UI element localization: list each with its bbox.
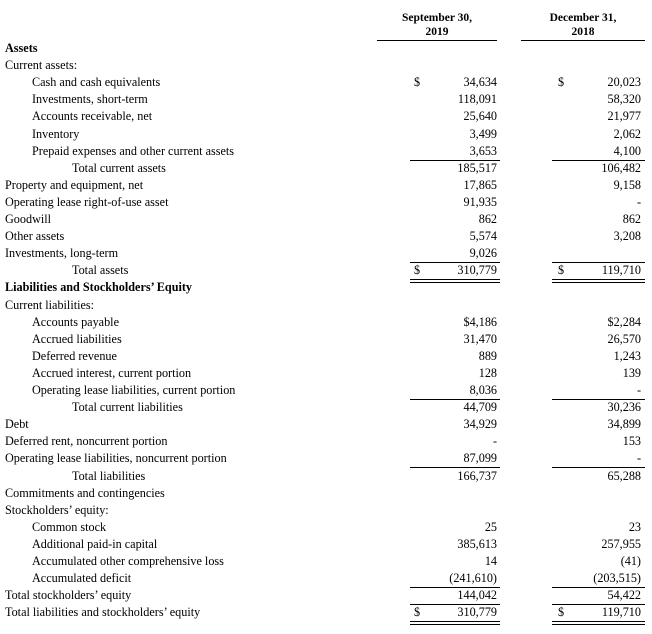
value-september-2019: 185,517 [457,160,497,175]
table-row [0,143,652,160]
value-december-2018: 119,710 [601,263,641,278]
row-label: Total liabilities [72,468,146,483]
table-row [0,126,652,143]
table-row [0,570,652,587]
row-label: Commitments and contingencies [5,485,165,500]
table-row [0,297,652,314]
value-september-2019: 5,574 [469,229,497,244]
table-row [0,536,652,553]
value-december-2018: 106,482 [601,160,641,175]
row-label: Additional paid-in capital [32,536,158,551]
table-row [0,160,652,177]
table-row [0,433,652,450]
row-label: Cash and cash equivalents [32,75,161,90]
row-label: Investments, long-term [5,246,119,261]
row-label: Assets [5,41,38,55]
value-december-2018: 23 [628,519,641,534]
row-label: Debt [5,417,29,432]
value-september-2019: - [492,434,497,449]
table-row [0,177,652,194]
value-september-2019: 34,634 [463,75,497,90]
table-row [0,211,652,228]
value-september-2019: 144,042 [457,588,497,603]
row-label: Total assets [72,263,129,278]
value-september-2019: 31,470 [463,331,497,346]
value-september-2019: 8,036 [469,383,497,397]
column-header-line: 2019 [425,26,449,38]
value-september-2019: 14 [484,554,497,568]
table-row [0,279,652,296]
row-label: Goodwill [5,212,52,226]
table-row [0,108,652,125]
row-label: Accumulated deficit [32,571,132,586]
row-label: Accumulated other comprehensive loss [32,554,224,568]
value-december-2018: 862 [622,212,641,226]
table-row [0,468,652,485]
value-december-2018: 34,899 [607,417,641,432]
row-label: Operating lease right-of-use asset [5,194,169,209]
value-december-2018: 30,236 [607,400,641,415]
double-underline [552,621,645,625]
row-label: Inventory [32,126,80,141]
row-label: Operating lease liabilities, current portion [32,383,236,397]
row-label: Total current liabilities [72,400,183,415]
table-row [0,40,652,57]
value-december-2018: 21,977 [607,109,641,124]
table-row [0,348,652,365]
column-header-december-2018 [521,11,645,39]
value-september-2019: 3,499 [469,126,497,141]
table-row [0,314,652,331]
value-december-2018: 3,208 [613,229,641,244]
value-september-2019: 166,737 [457,468,497,483]
value-december-2018: 1,243 [613,348,641,363]
row-label: Common stock [32,519,107,534]
currency-symbol: $ [414,263,421,278]
table-row [0,502,652,519]
table-row [0,262,652,279]
column-header-line: December 31, [549,12,617,24]
row-label: Accounts payable [32,314,119,329]
value-september-2019: 44,709 [463,400,497,415]
table-row [0,416,652,433]
value-december-2018: $2,284 [607,314,641,329]
value-december-2018: 54,422 [607,588,641,603]
table-row [0,57,652,74]
row-label: Current assets: [5,58,78,73]
row-label: Accrued liabilities [32,331,122,346]
value-september-2019: 25 [484,519,497,534]
row-label: Stockholders’ equity: [5,502,109,517]
currency-symbol: $ [414,605,421,620]
row-label: Accounts receivable, net [32,109,153,124]
table-row [0,604,652,621]
value-september-2019: 310,779 [457,263,497,278]
currency-symbol: $ [558,263,565,278]
table-row [0,382,652,399]
value-september-2019: 25,640 [463,109,497,124]
table-row [0,519,652,536]
table-row [0,399,652,416]
value-september-2019: 889 [478,348,497,363]
value-september-2019: 91,935 [463,194,497,209]
value-december-2018: - [636,194,641,209]
table-row [0,331,652,348]
row-label: Deferred rent, noncurrent portion [5,434,168,449]
value-december-2018: 20,023 [607,75,641,90]
value-december-2018: 65,288 [607,468,641,483]
row-label: Property and equipment, net [5,177,144,192]
table-row [0,74,652,91]
row-label: Total liabilities and stockholders’ equity [5,605,201,620]
table-row [0,587,652,604]
value-december-2018: (41) [620,554,641,568]
value-september-2019: 128 [478,365,497,380]
value-september-2019: 118,091 [457,92,497,107]
value-december-2018: 119,710 [601,605,641,620]
table-row [0,485,652,502]
column-header-line: September 30, [401,12,473,24]
row-label: Operating lease liabilities, noncurrent portion [5,451,227,466]
value-september-2019: $4,186 [463,314,497,329]
row-label: Total current assets [72,160,166,175]
value-september-2019: 87,099 [463,451,497,466]
table-row [0,91,652,108]
value-december-2018: - [636,383,641,397]
value-december-2018: - [636,451,641,466]
row-label: Deferred revenue [32,348,117,363]
row-label: Total stockholders’ equity [5,588,132,603]
value-december-2018: 2,062 [613,126,641,141]
column-header-september-2019 [377,11,497,39]
table-row [0,365,652,382]
row-label: Accrued interest, current portion [32,365,192,380]
currency-symbol: $ [414,75,421,90]
value-december-2018: 4,100 [613,143,641,158]
value-september-2019: 17,865 [463,177,497,192]
column-header-line: 2018 [571,26,595,38]
value-december-2018: 58,320 [607,92,641,107]
value-september-2019: 9,026 [469,246,497,261]
row-label: Investments, short-term [32,92,148,107]
table-row [0,450,652,467]
currency-symbol: $ [558,75,565,90]
table-row [0,245,652,262]
value-september-2019: 385,613 [457,536,497,551]
value-december-2018: 26,570 [607,331,641,346]
row-label: Current liabilities: [5,297,95,312]
value-december-2018: 257,955 [601,536,641,551]
double-underline [410,621,500,625]
value-december-2018: 139 [622,365,641,380]
row-label: Prepaid expenses and other current assets [32,143,235,158]
value-december-2018: 9,158 [613,177,641,192]
value-december-2018: 153 [622,434,641,449]
value-september-2019: (241,610) [449,571,497,586]
value-september-2019: 862 [478,212,497,226]
table-row [0,194,652,211]
currency-symbol: $ [558,605,565,620]
value-september-2019: 34,929 [463,417,497,432]
table-row [0,553,652,570]
row-label: Liabilities and Stockholders’ Equity [5,280,193,295]
value-december-2018: (203,515) [593,571,641,586]
value-september-2019: 3,653 [469,143,497,158]
row-label: Other assets [5,229,65,244]
value-september-2019: 310,779 [457,605,497,620]
table-row [0,228,652,245]
